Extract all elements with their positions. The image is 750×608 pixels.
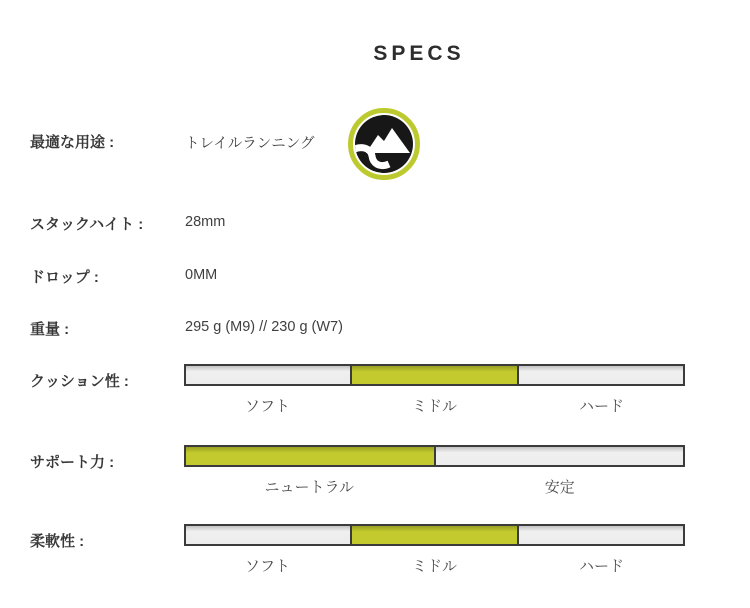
scale-segment-label: ニュートラル [264, 479, 355, 496]
scale-segment-active [350, 526, 516, 544]
scale-segment-label: 安定 [544, 479, 575, 496]
scale-segment-label: ソフト [244, 558, 290, 575]
spec-row-stack-height [0, 213, 750, 237]
cushioning-scale-labels [184, 395, 685, 416]
spec-row-weight [0, 318, 750, 342]
scale-row-flexibility [0, 524, 750, 584]
spec-row-best-use [0, 131, 750, 191]
support-scale-bar [184, 445, 685, 467]
scale-segment-label: ハード [578, 398, 624, 415]
scale-segment-active [350, 366, 516, 384]
spec-label-drop: ドロップ : [30, 269, 99, 286]
flexibility-scale-labels [184, 555, 685, 576]
scale-segment-inactive [517, 526, 683, 544]
spec-label-best-use: 最適な用途 : [30, 134, 115, 151]
spec-value-weight: 295 g (M9) // 230 g (W7) [185, 319, 343, 335]
page-title: SPECS [373, 42, 465, 65]
cushioning-scale-bar [184, 364, 685, 386]
spec-value-best-use: トレイルランニング [185, 136, 315, 152]
scale-segment-inactive [186, 366, 350, 384]
scale-label-support: サポート力 : [30, 454, 115, 471]
scale-segment-inactive [434, 447, 684, 465]
scale-row-support [0, 445, 750, 505]
spec-row-drop [0, 266, 750, 290]
scale-segment-label: ミドル [411, 558, 457, 575]
support-scale-labels [184, 476, 685, 497]
scale-label-cushioning: クッション性 : [30, 373, 129, 390]
scale-segment-inactive [186, 526, 350, 544]
flexibility-scale-bar [184, 524, 685, 546]
scale-segment-label: ソフト [244, 398, 290, 415]
scale-label-flexibility: 柔軟性 : [30, 533, 85, 550]
scale-segment-inactive [517, 366, 683, 384]
spec-label-weight: 重量 : [30, 321, 70, 338]
scale-segment-active [186, 447, 434, 465]
scale-row-cushioning [0, 364, 750, 424]
scale-segment-label: ハード [578, 558, 624, 575]
mountain-trail-icon [347, 107, 421, 181]
spec-label-stack-height: スタックハイト : [30, 216, 144, 233]
spec-value-stack-height: 28mm [185, 214, 226, 230]
spec-value-drop: 0MM [185, 267, 218, 283]
scale-segment-label: ミドル [411, 398, 457, 415]
